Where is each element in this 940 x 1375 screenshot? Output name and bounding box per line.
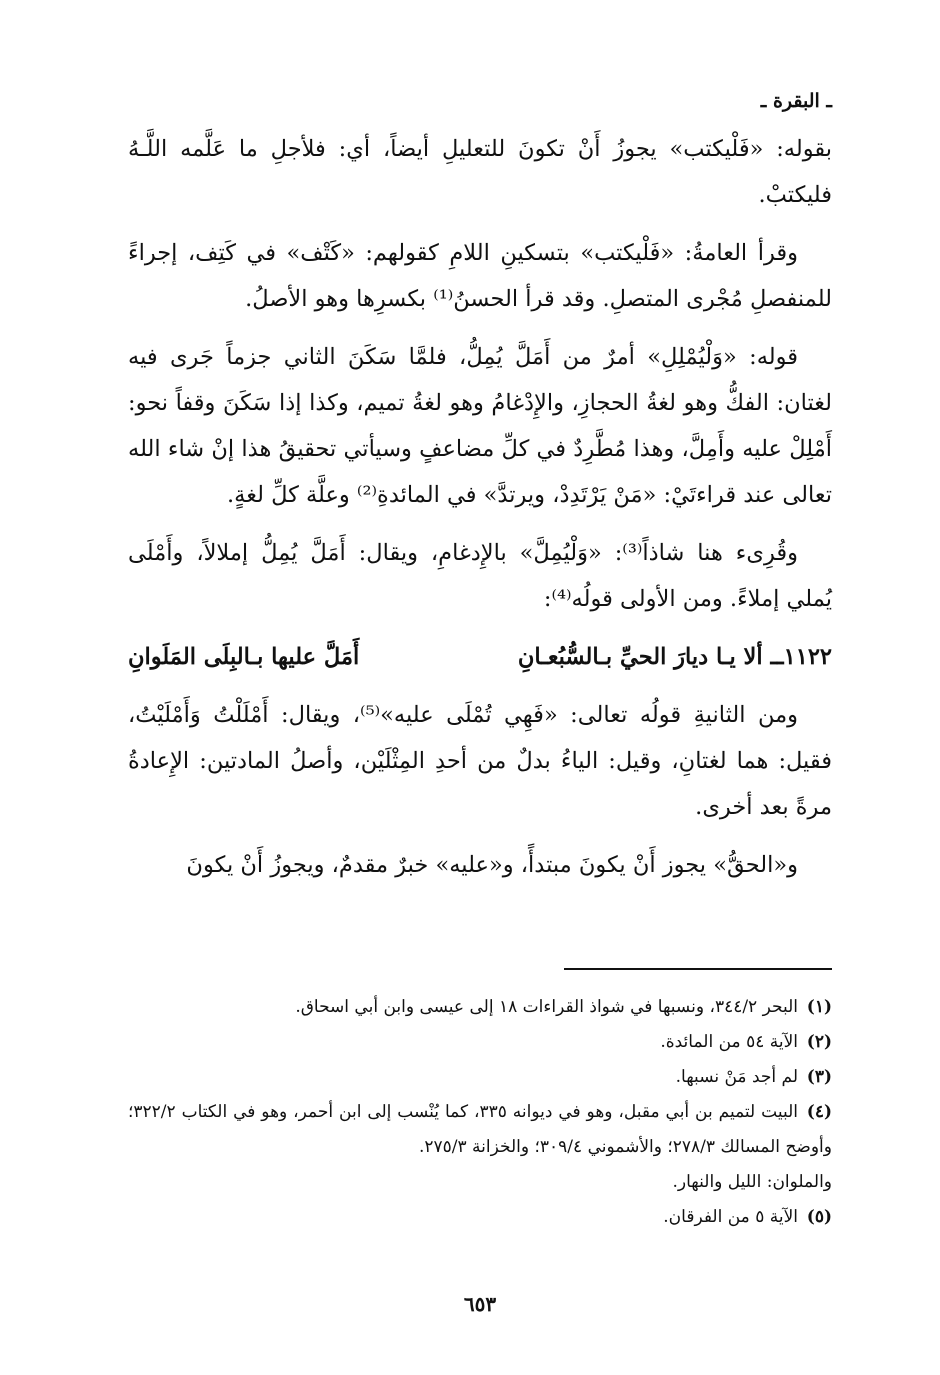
footnote-text: البيت لتميم بن أبي مقبل، وهو في ديوانه ٣٣٥، كما يُنْسب إلى ابن أحمر، وهو في الكتاب ٣٢٢/٢؛ وأوضح المسالك ٢٧٨/٣؛ والأشموني ٣٠٩/٤؛ والخزانة ٢٧٥/٣. [128, 1102, 832, 1157]
footnote-number: (٣) [806, 1067, 832, 1087]
footnote [128, 1060, 832, 1095]
paragraph: وقُرِىء هنا شاذاً⁽³⁾: «وَلْيُمِلَّ» بالإِدغامِ، ويقال: أَمَلَّ يُمِلُّ إملالاً، وأَمْلَى يُملي إملاءً. ومن الأولى قولُه⁽⁴⁾: [128, 540, 832, 612]
footnote-number: (٥) [806, 1207, 832, 1227]
footnotes [128, 990, 832, 1235]
footnote-number: (١) [806, 997, 832, 1017]
footnote-text: البحر ٣٤٤/٢، ونسبها في شواذ القراءات ١٨ إلى عيسى وابن أبي اسحاق. [295, 997, 798, 1017]
verse-number: ١١٢٢ــ [770, 644, 832, 670]
footnote [128, 1025, 832, 1060]
book-page [128, 80, 832, 1340]
footnote-text: الآية ٥ من الفرقان. [663, 1207, 798, 1227]
paragraph: بقوله: «فَلْيكتب» يجوزُ أَنْ تكونَ للتعليلِ أيضاً، أي: فلأجلِ ما عَلَّمه اللَّـهُ فليكتبْ. [128, 136, 832, 208]
paragraph: قوله: «وَلْيُمْلِلِ» أمرٌ من أَمَلَّ يُمِلُّ، فلمَّا سَكَنَ الثاني جزماً جَرى فيه لغتان: الفكُّ وهو لغةُ الحجازِ، والإِدْغامُ وهو لغةُ تميم، وكذا إذا سَكَنَ وقفاً نحو: أَمْلِلْ عليه وأَمِلَّ، وهذا مُطَّرِدٌ في كلِّ مضاعفٍ وسيأتي تحقيقُ هذا إنْ شاء الله تعالى عند قراءتَيْ: «مَنْ يَرْتَدِدْ، ويرتدَّ» في المائدةِ⁽²⁾ وعلَّة كلِّ لغةٍ. [128, 344, 832, 508]
main-text [128, 126, 832, 900]
footnote [128, 990, 832, 1025]
page-number: ٦٥٣ [463, 1292, 497, 1316]
verse-first-hemistich [518, 634, 832, 680]
footnote [128, 1200, 832, 1235]
footnote-text: لم أجد مَنْ نسبها. [675, 1067, 798, 1087]
paragraph: ومن الثانيةِ قولُه تعالى: «فَهِي تُمْلَى عليه»⁽⁵⁾، ويقال: أَمْلَلْتُ وَأَمْلَيْتُ، فقيل: هما لغتانِ، وقيل: الياءُ بدلٌ من أحدِ المِثْلَيْن، وأصلُ المادتين: الإِعادةُ مرةً بعد أخرى. [128, 702, 832, 820]
footnote-continuation: والملوان: الليل والنهار. [672, 1172, 832, 1192]
running-header: ـ البقرة ـ [760, 90, 832, 112]
verse-second-hemistich: أَمَلَّ عليها بـالبِلَى المَلَوانِ [128, 644, 360, 670]
footnote-separator [564, 968, 832, 970]
paragraph: و«الحقُّ» يجوز أَنْ يكونَ مبتدأً، و«عليه» خبرٌ مقدمٌ، ويجوزُ أَنْ يكونَ [186, 852, 798, 878]
poem-verse [128, 634, 832, 680]
verse-first-half: ألا يـا ديارَ الحيِّ بـالسُّبُعـانِ [517, 644, 763, 670]
footnote-text: الآية ٥٤ من المائدة. [660, 1032, 798, 1052]
footnote-number: (٢) [806, 1032, 832, 1052]
footnote [128, 1095, 832, 1200]
footnote-number: (٤) [806, 1102, 832, 1122]
paragraph: وقرأ العامةُ: «فَلْيكتب» بتسكينِ اللامِ كقولهم: «كَتْف» في كَتِف، إجراءً للمنفصلِ مُجْرى المتصلِ. وقد قرأ الحسنُ⁽¹⁾ بكسرِها وهو الأصلُ. [128, 240, 832, 312]
